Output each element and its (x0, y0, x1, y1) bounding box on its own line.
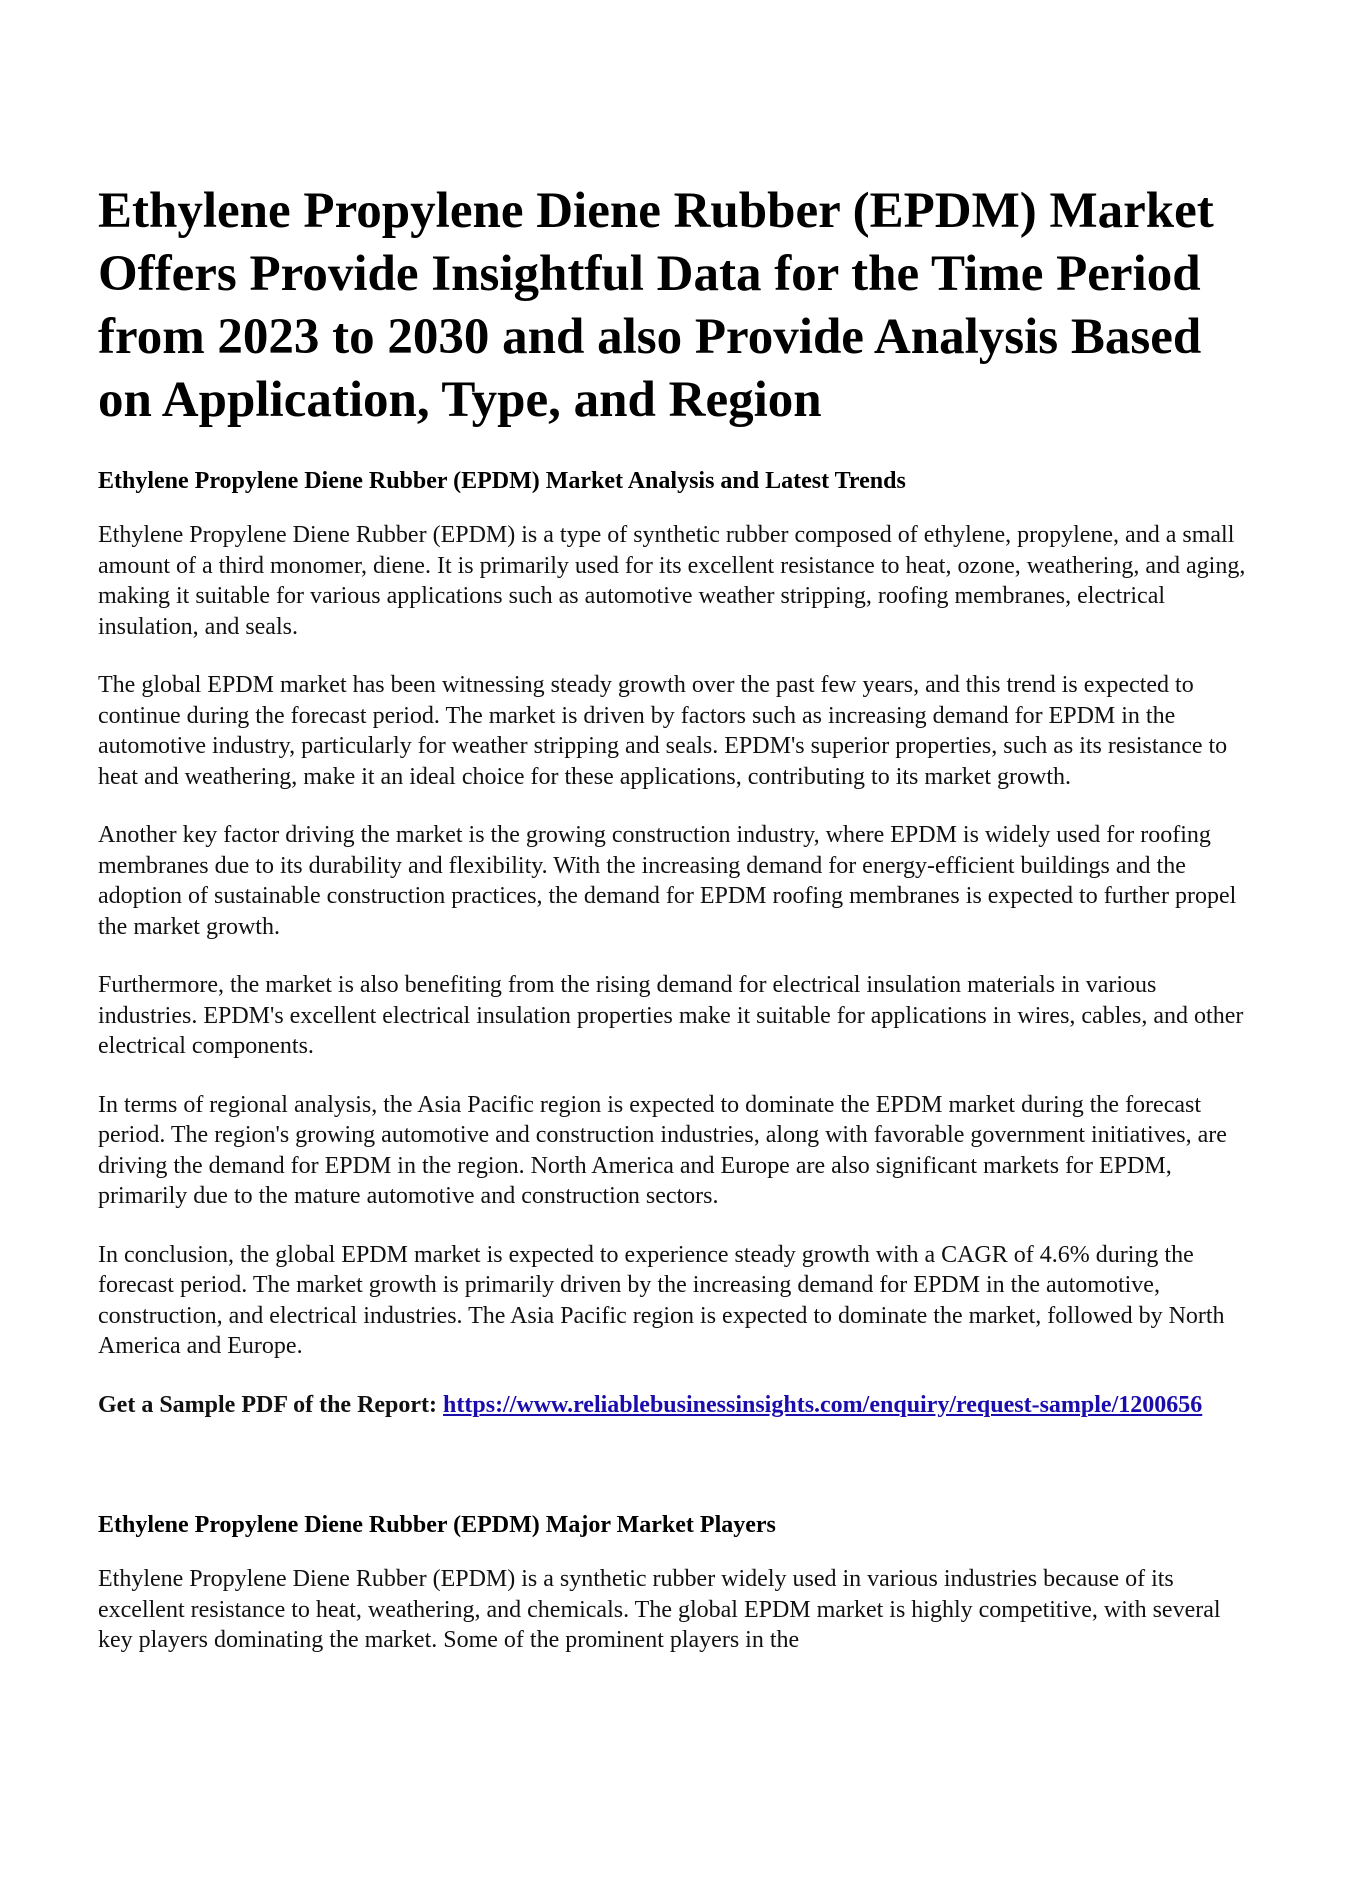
paragraph: Ethylene Propylene Diene Rubber (EPDM) is a type of synthetic rubber composed of ethylene, propylene, and a small amount of a third monomer, diene. It is primarily used for its excellent resistance to heat, ozone, weathering, and aging, making it suitable for various applications such as automotive weather stripping, roofing membranes, electrical insulation, and seals. (98, 522, 1246, 640)
paragraph: Another key factor driving the market is the growing construction industry, where EPDM is widely used for roofing membranes due to its durability and flexibility. With the increasing demand for energy-efficient buildings and the adoption of sustainable construction practices, the demand for EPDM roofing membranes is expected to further propel the market growth. (98, 822, 1237, 940)
paragraph: The global EPDM market has been witnessing steady growth over the past few years, and this trend is expected to continue during the forecast period. The market is driven by factors such as increasing demand for EPDM in the automotive industry, particularly for weather stripping and seals. EPDM's superior properties, such as its resistance to heat and weathering, make it an ideal choice for these applications, contributing to its market growth. (98, 672, 1228, 790)
document-page (98, 180, 1258, 1684)
paragraph: In terms of regional analysis, the Asia Pacific region is expected to dominate the EPDM market during the forecast period. The region's growing automotive and construction industries, along with favorable government initiatives, are driving the demand for EPDM in the region. North America and Europe are also significant markets for EPDM, primarily due to the mature automotive and construction sectors. (98, 1091, 1227, 1209)
page-title: Ethylene Propylene Diene Rubber (EPDM) Market Offers Provide Insightful Data for the Time Period from 2023 to 2030 and also Provide Analysis Based on Application, Type, and Region (98, 183, 1214, 428)
paragraph: Ethylene Propylene Diene Rubber (EPDM) is a synthetic rubber widely used in various industries because of its excellent resistance to heat, weathering, and chemicals. The global EPDM market is highly competitive, with several key players dominating the market. Some of the prominent players in the (98, 1566, 1221, 1653)
section-spacer (98, 1420, 1258, 1510)
paragraph: Furthermore, the market is also benefiting from the rising demand for electrical insulation materials in various industries. EPDM's excellent electrical insulation properties make it suitable for applications in wires, cables, and other electrical components. (98, 972, 1244, 1059)
sample-pdf-link[interactable]: https://www.reliablebusinessinsights.com/enquiry/request-sample/1200656 (443, 1391, 1203, 1418)
sample-pdf-label: Get a Sample PDF of the Report: (98, 1391, 438, 1418)
sample-pdf-line (98, 1390, 1258, 1421)
paragraph: In conclusion, the global EPDM market is expected to experience steady growth with a CAGR of 4.6% during the forecast period. The market growth is primarily driven by the increasing demand for EPDM in the automotive, construction, and electrical industries. The Asia Pacific region is expected to dominate the market, followed by North America and Europe. (98, 1241, 1225, 1359)
section-heading-trends: Ethylene Propylene Diene Rubber (EPDM) Market Analysis and Latest Trends (98, 468, 906, 494)
section-heading-players: Ethylene Propylene Diene Rubber (EPDM) Major Market Players (98, 1512, 776, 1538)
